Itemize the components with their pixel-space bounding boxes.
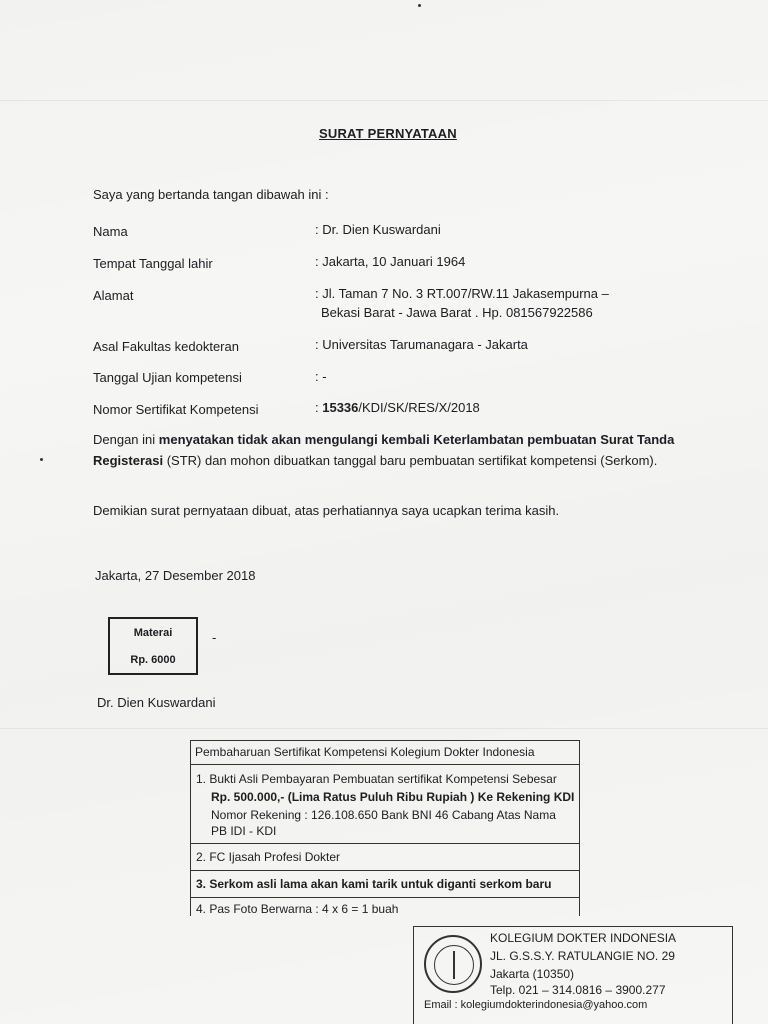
meterai-label: Materai <box>133 627 173 639</box>
stamp-email: Email : kolegiumdokterindonesia@yahoo.com <box>424 999 648 1011</box>
ink-dot <box>418 4 421 7</box>
field-label-ttl: Tempat Tanggal lahir <box>93 256 213 271</box>
kolegium-seal-icon <box>424 935 482 993</box>
dash-mark: - <box>212 630 217 645</box>
intro-text: Saya yang bertanda tangan dibawah ini : <box>93 187 329 202</box>
field-label-fakultas: Asal Fakultas kedokteran <box>93 339 239 354</box>
place-date: Jakarta, 27 Desember 2018 <box>95 568 256 583</box>
field-value-ujian: : - <box>315 369 327 384</box>
field-label-nama: Nama <box>93 224 128 239</box>
field-value-alamat-line2: Bekasi Barat - Jawa Barat . Hp. 081567922586 <box>321 305 593 320</box>
field-label-alamat: Alamat <box>93 288 134 303</box>
signatory-name: Dr. Dien Kuswardani <box>97 695 216 710</box>
meterai-box <box>108 617 198 675</box>
field-label-sertifikat: Nomor Sertifikat Kompetensi <box>93 402 259 417</box>
field-value-sertifikat-number: 15336 <box>322 400 359 415</box>
renewal-requirements-box <box>190 740 580 916</box>
field-value-ttl: : Jakarta, 10 Januari 1964 <box>315 254 466 269</box>
divider <box>191 764 579 765</box>
statement-part2: menyatakan tidak akan mengulangi kembali Keterlambatan pembuatan Surat Tanda Registerasi <box>93 432 675 468</box>
divider <box>191 843 579 844</box>
kolegium-address-stamp <box>413 926 733 1024</box>
requirement-2: 2. FC Ijasah Profesi Dokter <box>196 850 341 864</box>
paper-crease <box>0 100 768 101</box>
statement-paragraph <box>93 429 693 471</box>
paper-crease <box>0 728 768 729</box>
requirement-1-line1: 1. Bukti Asli Pembayaran Pembuatan sertifikat Kompetensi Sebesar <box>196 772 557 786</box>
stamp-phone: Telp. 021 – 314.0816 – 3900.277 <box>490 983 666 997</box>
statement-part3: (STR) dan mohon dibuatkan tanggal baru pembuatan sertifikat kompetensi (Serkom). <box>163 453 658 468</box>
field-value-alamat: : Jl. Taman 7 No. 3 RT.007/RW.11 Jakasempurna – <box>315 286 609 301</box>
stamp-street: JL. G.S.S.Y. RATULANGIE NO. 29 <box>490 949 675 963</box>
closing-paragraph: Demikian surat pernyataan dibuat, atas perhatiannya saya ucapkan terima kasih. <box>93 503 560 518</box>
field-value-fakultas: : Universitas Tarumanagara - Jakarta <box>315 337 528 352</box>
requirement-4: 4. Pas Foto Berwarna : 4 x 6 = 1 buah <box>196 902 399 916</box>
requirement-1-line2: Rp. 500.000,- (Lima Ratus Puluh Ribu Rupiah ) Ke Rekening KDI <box>211 790 575 804</box>
requirement-1-line4: PB IDI - KDI <box>211 824 277 838</box>
stamp-city: Jakarta (10350) <box>490 967 575 981</box>
field-label-ujian: Tanggal Ujian kompetensi <box>93 370 242 385</box>
ink-dot <box>40 458 43 461</box>
requirements-header: Pembaharuan Sertifikat Kompetensi Kolegium Dokter Indonesia <box>195 745 535 759</box>
field-value-sertifikat <box>315 400 480 415</box>
divider <box>191 870 579 871</box>
document-title: SURAT PERNYATAAN <box>319 126 457 141</box>
divider <box>191 897 579 898</box>
requirement-3: 3. Serkom asli lama akan kami tarik untuk diganti serkom baru <box>196 877 552 891</box>
field-value-sertifikat-prefix: : <box>315 400 323 415</box>
field-value-nama: : Dr. Dien Kuswardani <box>315 222 441 237</box>
statement-part1: Dengan ini <box>93 432 159 447</box>
stamp-org-name: KOLEGIUM DOKTER INDONESIA <box>490 931 677 945</box>
meterai-amount: Rp. 6000 <box>130 654 176 666</box>
requirement-1-line3: Nomor Rekening : 126.108.650 Bank BNI 46 Cabang Atas Nama <box>211 808 556 822</box>
field-value-sertifikat-rest: /KDI/SK/RES/X/2018 <box>358 400 480 415</box>
